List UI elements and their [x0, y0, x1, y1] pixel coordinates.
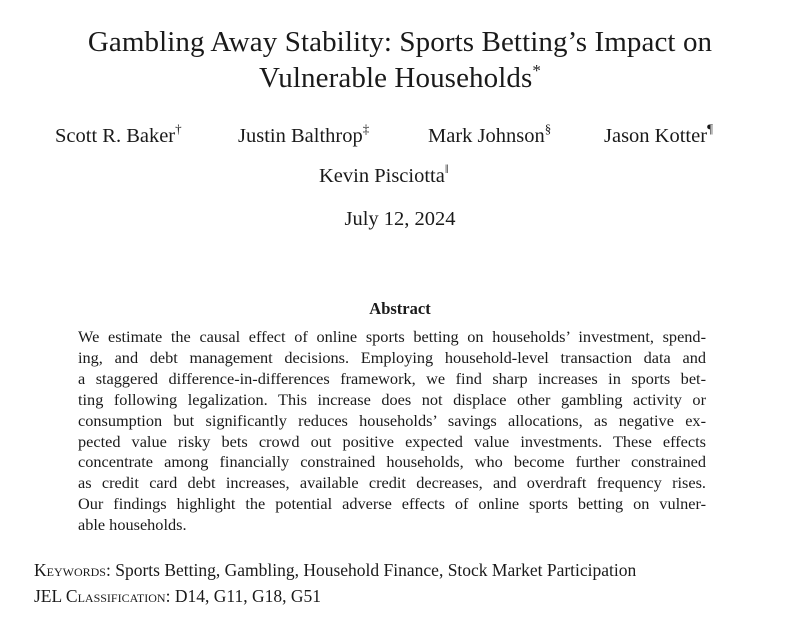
author-2 [238, 121, 370, 148]
abstract-line: as credit card debt increases, available credit decreases, and overdraft frequency rises. [78, 473, 706, 493]
author-1-name: Scott R. Baker [55, 125, 176, 147]
keywords-line [34, 560, 636, 581]
abstract-body [78, 327, 706, 536]
jel-label: JEL Classification: [34, 586, 171, 606]
jel-classification-line [34, 586, 321, 607]
author-4-name: Jason Kotter [604, 125, 708, 147]
abstract-line: consumption but significantly reduces households’ savings allocations, as negative ex- [78, 410, 706, 430]
author-list-row-1 [0, 121, 800, 153]
abstract-line: a staggered difference-in-differences framework, we find sharp increases in sports bet- [78, 368, 706, 388]
title-footnote-mark: * [532, 61, 541, 80]
publication-date: July 12, 2024 [344, 208, 456, 230]
author-4 [604, 121, 713, 148]
author-5-mark: ‖ [444, 161, 449, 176]
author-2-name: Justin Balthrop [238, 125, 363, 147]
abstract-line: We estimate the causal effect of online sports betting on households’ investment, spend- [78, 327, 706, 346]
author-3-mark: § [544, 121, 552, 136]
author-3-name: Mark Johnson [428, 125, 545, 147]
abstract-line: ing, and debt management decisions. Employing household-level transaction data and [78, 347, 706, 367]
author-1-mark: † [175, 121, 182, 136]
author-3 [428, 121, 552, 148]
author-4-mark: ¶ [707, 121, 713, 136]
abstract-line: pected value risky bets crowd out positive expected value investments. These effects [78, 431, 706, 451]
abstract-heading: Abstract [369, 299, 431, 318]
abstract-line: ting following legalization. This increase does not displace other gambling activity or [78, 389, 706, 409]
abstract-line: able households. [78, 515, 187, 535]
author-list-row-2 [0, 161, 800, 193]
paper-title-line-1: Gambling Away Stability: Sports Betting’s Impact on [87, 26, 713, 58]
keywords-label: Keywords: [34, 560, 111, 580]
paper-title-line-2-text: Vulnerable Households [259, 62, 533, 94]
keywords-value: Sports Betting, Gambling, Household Finance, Stock Market Participation [115, 560, 637, 580]
author-5 [319, 161, 449, 188]
paper-title-line-2 [0, 60, 800, 96]
abstract-line: concentrate among financially constrained households, who become further constrained [78, 452, 706, 472]
author-1 [55, 121, 182, 148]
abstract-line: Our findings highlight the potential adverse effects of online sports betting on vulner- [78, 494, 706, 514]
jel-codes: D14, G11, G18, G51 [174, 586, 321, 606]
paper-title [0, 24, 800, 96]
author-5-name: Kevin Pisciotta [319, 165, 445, 187]
author-2-mark: ‡ [362, 121, 370, 136]
